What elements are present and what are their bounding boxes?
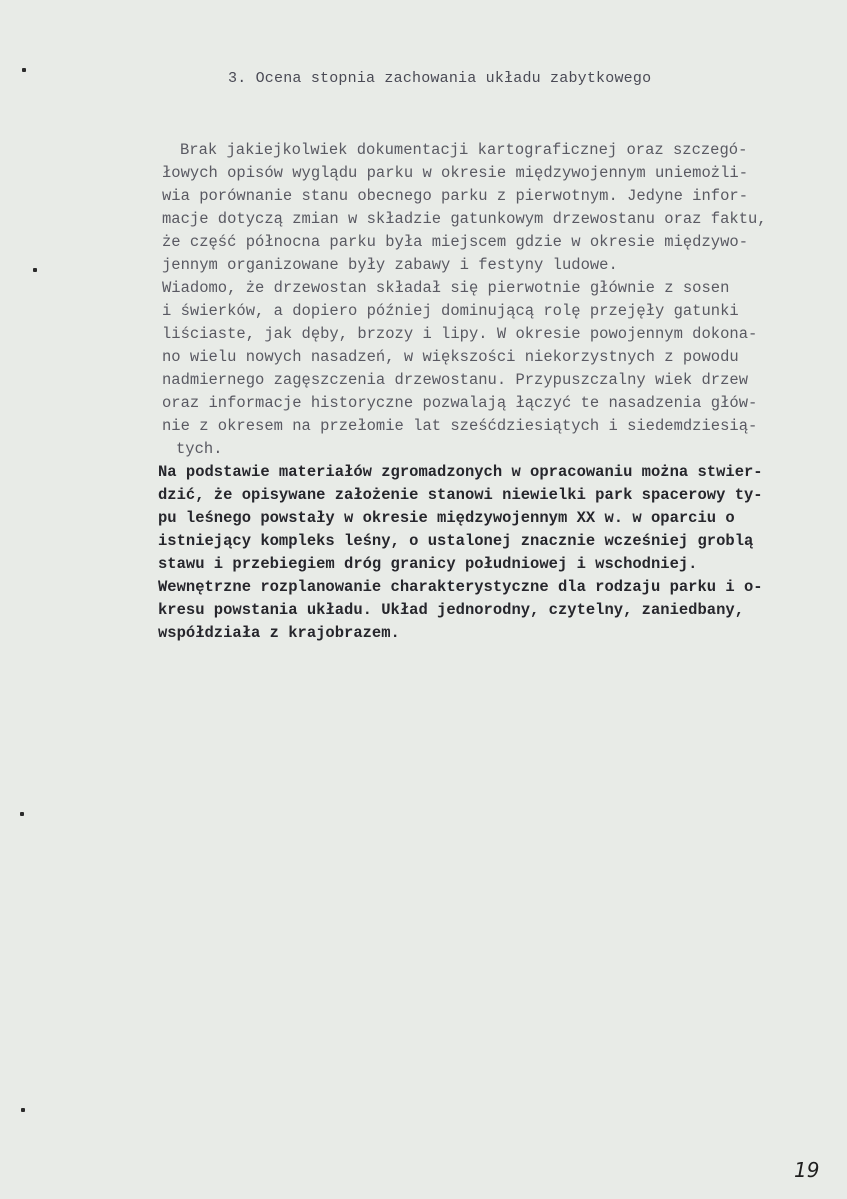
body-line: stawu i przebiegiem dróg granicy południowej i wschodniej.: [158, 555, 698, 573]
body-line: pu leśnego powstały w okresie międzywojennym XX w. w oparciu o: [158, 509, 735, 527]
body-line: dzić, że opisywane założenie stanowi niewielki park spacerowy ty-: [158, 486, 763, 504]
body-line: no wielu nowych nasadzeń, w większości niekorzystnych z powodu: [162, 348, 739, 366]
body-line: i świerków, a dopiero później dominującą rolę przejęły gatunki: [162, 302, 739, 320]
margin-dot: [33, 268, 37, 272]
body-line: Wewnętrzne rozplanowanie charakterystyczne dla rodzaju parku i o-: [158, 578, 763, 596]
body-line: jennym organizowane były zabawy i festyny ludowe.: [162, 256, 618, 274]
margin-dot: [22, 68, 26, 72]
body-line: współdziała z krajobrazem.: [158, 624, 400, 642]
body-line: tych.: [176, 440, 223, 458]
body-line: macje dotyczą zmian w składzie gatunkowym drzewostanu oraz faktu,: [162, 210, 767, 228]
section-heading: 3. Ocena stopnia zachowania układu zabytkowego: [228, 70, 652, 87]
body-line: kresu powstania układu. Układ jednorodny, czytelny, zaniedbany,: [158, 601, 744, 619]
body-line: oraz informacje historyczne pozwalają łączyć te nasadzenia głów-: [162, 394, 758, 412]
body-line: że część północna parku była miejscem gdzie w okresie międzywo-: [162, 233, 748, 251]
body-line: nie z okresem na przełomie lat sześćdziesiątych i siedemdziesią-: [162, 417, 758, 435]
body-line: istniejący kompleks leśny, o ustalonej znacznie wcześniej groblą: [158, 532, 754, 550]
body-text: [158, 139, 842, 645]
body-line: Na podstawie materiałów zgromadzonych w opracowaniu można stwier-: [158, 463, 763, 481]
margin-dot: [21, 1108, 25, 1112]
margin-dot: [20, 812, 24, 816]
page-number: 19: [794, 1158, 820, 1182]
body-line: łowych opisów wyglądu parku w okresie międzywojennym uniemożli-: [162, 164, 748, 182]
body-line: nadmiernego zagęszczenia drzewostanu. Przypuszczalny wiek drzew: [162, 371, 748, 389]
body-line: wia porównanie stanu obecnego parku z pierwotnym. Jedyne infor-: [162, 187, 748, 205]
body-line: Wiadomo, że drzewostan składał się pierwotnie głównie z sosen: [162, 279, 730, 297]
body-line: Brak jakiejkolwiek dokumentacji kartograficznej oraz szczegó-: [180, 141, 748, 159]
body-line: liściaste, jak dęby, brzozy i lipy. W okresie powojennym dokona-: [162, 325, 758, 343]
